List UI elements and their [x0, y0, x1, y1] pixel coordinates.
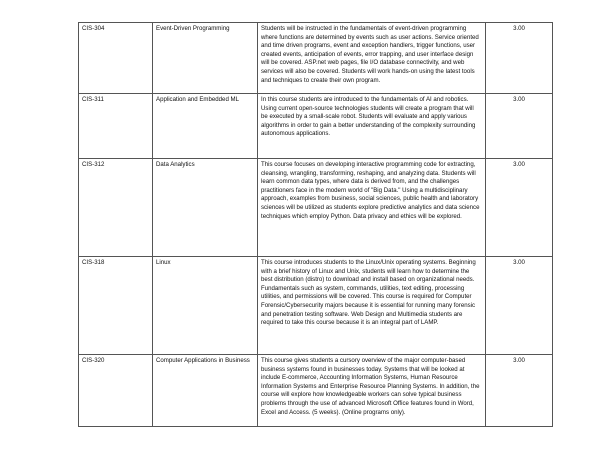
course-description: In this course students are introduced to the fundamentals of AI and robotics. Using current open-source technologies students will create a program that will be executed by a small-scale robot. Students will evaluate and apply various algorithms in order to gain a better understanding of the complexity surrounding autonomous applications. — [258, 94, 486, 159]
course-title: Linux — [153, 257, 258, 355]
course-description: This course focuses on developing interactive programming code for extracting, cleansing, wrangling, transforming, reshaping, and analyzing data. Students will learn common data types, where data is derived from, and the challenges practitioners face in the modern world of "Big Data." Using a multidisciplinary approach, examples from business, social sciences, public health and laboratory sciences will be utilized as students explore predictive analytics and data science techniques which employ Python. Data privacy and ethics will be explored. — [258, 159, 486, 257]
table-row — [79, 355, 553, 427]
course-title: Event-Driven Programming — [153, 23, 258, 94]
course-title: Data Analytics — [153, 159, 258, 257]
course-title: Application and Embedded ML — [153, 94, 258, 159]
course-credits: 3.00 — [486, 355, 553, 427]
course-description: Students will be instructed in the fundamentals of event-driven programming where functions are determined by events such as user actions. Service oriented and time driven programs, event and exception handlers, trigger functions, user created events, anticipation of events, error trapping, and user interface design will be covered. ASP.net web pages, file I/O database connectivity, and web services will also be covered. Students will work hands-on using the latest tools and techniques to create their own program. — [258, 23, 486, 94]
course-description: This course gives students a cursory overview of the major computer-based business systems found in businesses today. Systems that will be looked at include E-commerce, Accounting Information Systems, Human Resource Information Systems and Enterprise Resource Planning Systems. In addition, the course will explore how knowledgeable workers can solve typical business problems through the use of advanced Microsoft Office features found in Word, Excel and Access. (5 weeks). (Online programs only). — [258, 355, 486, 427]
table-row — [79, 23, 553, 94]
course-description: This course introduces students to the Linux/Unix operating systems. Beginning with a brief history of Linux and Unix, students will learn how to determine the best distribution (distro) to download and install based on organizational needs. Fundamentals such as system, commands, utilities, text editing, processing utilities, and permissions will be covered. This course is required for Computer Forensic/Cybersecurity majors because it is essential for running many forensic and penetration testing software. Web Design and Multimedia students are required to take this course because it is an integral part of LAMP. — [258, 257, 486, 355]
course-table — [78, 22, 553, 427]
course-credits: 3.00 — [486, 159, 553, 257]
course-code: CIS-312 — [79, 159, 153, 257]
course-title: Computer Applications in Business — [153, 355, 258, 427]
course-credits: 3.00 — [486, 257, 553, 355]
table-row — [79, 94, 553, 159]
course-code: CIS-320 — [79, 355, 153, 427]
table-row — [79, 159, 553, 257]
course-code: CIS-311 — [79, 94, 153, 159]
course-code: CIS-318 — [79, 257, 153, 355]
course-credits: 3.00 — [486, 94, 553, 159]
course-code: CIS-304 — [79, 23, 153, 94]
table-row — [79, 257, 553, 355]
course-credits: 3.00 — [486, 23, 553, 94]
